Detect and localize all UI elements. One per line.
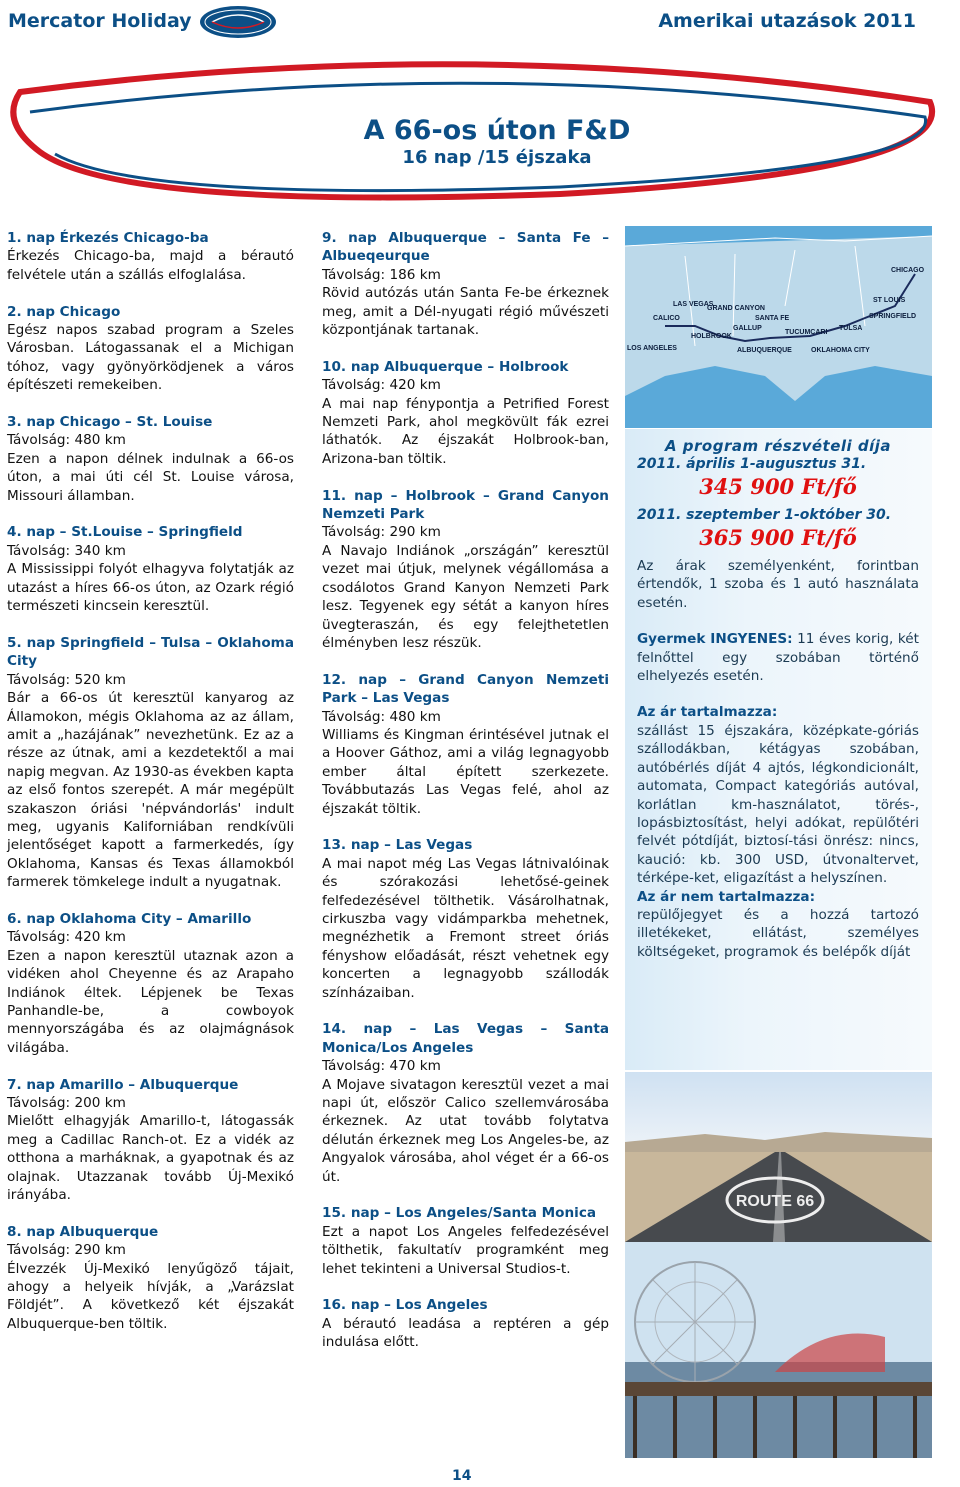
includes-title: Az ár tartalmazza:	[637, 704, 778, 721]
price-value-1: 345 900 Ft/fő	[699, 473, 857, 499]
day-text: A bérautó leadása a reptéren a gép indulása előtt.	[322, 1315, 609, 1351]
day-heading: 11. nap – Holbrook – Grand Canyon Nemzeti Park	[322, 487, 609, 523]
day-block	[7, 910, 294, 1057]
excludes-title: Az ár nem tartalmazza:	[637, 888, 816, 905]
day-text: Érkezés Chicago-ba, majd a bérautó felvétele után a szállás elfoglalása.	[7, 248, 294, 283]
svg-text:TULSA: TULSA	[839, 325, 863, 332]
svg-text:GRAND CANYON: GRAND CANYON	[707, 305, 765, 312]
day-heading: 8. nap Albuquerque	[7, 1223, 159, 1240]
svg-text:HOLBROOK: HOLBROOK	[691, 333, 732, 340]
day-text: Ezen a napon keresztül utaznak azon a vidéken ahol Cheyenne és az Arapaho Indiánok éltek. Lépjenek be Texas Panhandle-be, a cowboyok mennyországába és az olajmágnások világába.	[7, 947, 294, 1056]
svg-text:ALBUQUERQUE: ALBUQUERQUE	[737, 347, 792, 354]
day-block	[7, 1223, 294, 1333]
day-distance: Távolság: 340 km	[7, 542, 126, 559]
day-block	[322, 229, 609, 339]
price-note: Az árak személyenként, forintban értendők, 1 szoba és 1 autó használata esetén.	[637, 558, 919, 611]
route66-road-photo	[625, 1072, 932, 1242]
day-block	[322, 1204, 609, 1278]
svg-text:CALICO: CALICO	[653, 315, 680, 322]
day-block	[322, 1296, 609, 1351]
day-heading: 6. nap Oklahoma City – Amarillo	[7, 910, 252, 927]
price-value-2: 365 900 Ft/fő	[699, 524, 857, 550]
svg-text:SANTA FE: SANTA FE	[755, 315, 790, 322]
svg-text:CHICAGO: CHICAGO	[891, 267, 925, 274]
day-heading: 2. nap Chicago	[7, 303, 121, 320]
svg-text:GALLUP: GALLUP	[733, 325, 762, 332]
price-title: A program részvételi díja	[664, 437, 892, 455]
day-text: Élvezzék Új-Mexikó lenyűgöző tájait, ahogy a helyeik hívják, a „Varázslat Földjét”. A következő két éjszakát Albuquerque-ben töltik.	[7, 1260, 294, 1332]
day-text: Bár a 66-os út keresztül kanyarog az Államokon, mégis Oklahoma az az állam, amit a „hazájának” nevezhetünk. Ez az a része az útnak, ami a kezdetektől a mai napig megvan. Az 1930-as években kapta az első fontos szerepét. A már megépült szakaszon óriási 'népvándorlás' indult meg, ugyanis Kaliforniában rendkívüli jelentőséget kapott a farmerkedés, így Oklahoma, Kansas és Texas államokból farmerek tömkelege indult a nyugatnak.	[7, 690, 294, 891]
child-offer-text: 11 éves korig, két felnőttel egy szobában történő elhelyezés esetén.	[637, 631, 919, 685]
child-offer	[637, 630, 919, 685]
day-heading: 10. nap Albuquerque – Holbrook	[322, 358, 569, 375]
excludes-text: repülőjegyet és a hozzá tartozó illetékeket, ellátást, személyes költségeket, programok és belépők díját	[637, 906, 919, 960]
day-heading: 9. nap Albuquerque – Santa Fe – Albueqeurque	[322, 230, 609, 265]
day-distance: Távolság: 186 km	[322, 266, 441, 283]
day-block	[322, 487, 609, 653]
price-box	[625, 429, 932, 1070]
day-block	[7, 229, 294, 284]
day-block	[322, 671, 609, 818]
svg-text:OKLAHOMA CITY: OKLAHOMA CITY	[811, 347, 870, 354]
title-sub: 16 nap /15 éjszaka	[402, 147, 592, 168]
day-heading: 7. nap Amarillo – Albuquerque	[7, 1076, 239, 1093]
day-block	[7, 523, 294, 615]
route-map	[625, 226, 932, 428]
itinerary-column-left	[7, 229, 294, 1352]
santa-monica-pier-photo	[625, 1242, 932, 1458]
day-heading: 12. nap – Grand Canyon Nemzeti Park – Las Vegas	[322, 671, 609, 707]
day-text: Rövid autózás után Santa Fe-be érkeznek meg, amit a Dél-nyugati régió művészeti központjának tartanak.	[322, 285, 609, 339]
day-text: A Mississippi folyót elhagyva folytatják az utazást a híres 66-os úton, az Ozark régió természeti kincsein keresztül.	[7, 561, 294, 615]
day-text: A mai napot még Las Vegas látnivalóinak és szórakozási lehetősé-geinek felfedezésével tölthetik. Vásárolhatnak, cirkuszba vagy vidámparkba mehetnek, megnézhetik a Fremont street óriás fényshow előadását, részt vehetnek egy koncerten a legnagyobb szállodák színházaiban.	[322, 855, 609, 1001]
day-distance: Távolság: 290 km	[7, 1242, 126, 1259]
day-text: Williams és Kingman érintésével jutnak el a Hoover Gáthoz, ami a világ legnagyobb ember által épített szerkezete. Továbbutazás Las Vegas felé, ahol az éjszakát töltik.	[322, 726, 609, 817]
day-text: A mai nap fénypontja a Petrified Forest Nemzeti Park, ahol megkövült fák ezrei láthatók. Az éjszakát Holbrook-ban, Arizona-ban töltik.	[322, 395, 609, 467]
child-offer-label: Gyermek INGYENES:	[637, 631, 793, 648]
day-text: A Mojave sivatagon keresztül vezet a mai napi út, először Calico szellemvárosába érkeznek. Az utat tovább folytatva délután érkeznek meg Los Angeles-be, az Angyalok városába, ahol véget ér a 66-os út.	[322, 1076, 609, 1185]
mercator-logo	[198, 4, 278, 40]
day-block	[7, 413, 294, 505]
includes-text: szállást 15 éjszakára, középkate-góriás szállodákban, kétágyas szobában, autóbérlés díját 4 ajtós, légkondicionált, automata, Compact kategóriás autóval, korlátlan km-használatot, törés-, lopásbiztosítást, helyi adókat, repülőtéri felvét pótdíját, biztosí-tási önrész: nincs, kaució: kb. 300 USD, útvonaltervet, térképe-ket, eligazítást a helyszínen.	[637, 722, 919, 887]
day-block	[7, 303, 294, 395]
svg-text:TUCUMCARI: TUCUMCARI	[785, 329, 828, 336]
day-heading: 1. nap Érkezés Chicago-ba	[7, 230, 209, 246]
svg-text:LOS ANGELES: LOS ANGELES	[627, 345, 677, 352]
day-distance: Távolság: 420 km	[7, 929, 126, 946]
day-block	[322, 358, 609, 468]
day-distance: Távolság: 480 km	[322, 708, 441, 725]
road-sign-text: ROUTE 66	[735, 1193, 815, 1210]
day-heading: 13. nap – Las Vegas	[322, 837, 473, 854]
day-heading: 15. nap – Los Angeles/Santa Monica	[322, 1205, 597, 1222]
price-period-1: 2011. április 1-augusztus 31.	[637, 456, 867, 473]
day-text: Egész napos szabad program a Szeles Városban. Látogassanak el a Michigan tóhoz, vagy gyönyörködjenek a város építészeti remekeiben.	[7, 322, 294, 394]
svg-text:SPRINGFIELD: SPRINGFIELD	[869, 313, 917, 320]
day-block	[322, 1020, 609, 1186]
day-distance: Távolság: 520 km	[7, 671, 126, 688]
price-period-2: 2011. szeptember 1-október 30.	[637, 507, 892, 524]
page-title	[352, 116, 642, 170]
header-catalog-title: Amerikai utazások 2011	[658, 10, 916, 32]
day-heading: 3. nap Chicago – St. Louise	[7, 414, 213, 431]
day-text: Mielőtt elhagyják Amarillo-t, látogassák meg a Cadillac Ranch-ot. Ez a vidék az otthona a marháknak, a gyapotnak és az olajnak. Utazzanak tovább Új-Mexikó irányába.	[7, 1113, 294, 1204]
day-block	[7, 1076, 294, 1205]
itinerary-column-middle	[322, 229, 609, 1370]
day-distance: Távolság: 290 km	[322, 524, 441, 541]
day-heading: 16. nap – Los Angeles	[322, 1297, 488, 1314]
day-text: Ezt a napot Los Angeles felfedezésével tölthetik, fakultatív programként meg lehet tekinteni a Universal Studios-t.	[322, 1223, 609, 1277]
day-block	[322, 836, 609, 1002]
day-distance: Távolság: 470 km	[322, 1058, 441, 1075]
day-distance: Távolság: 200 km	[7, 1095, 126, 1111]
svg-text:ST LOUIS: ST LOUIS	[873, 297, 906, 304]
svg-text:LAS VEGAS: LAS VEGAS	[673, 301, 714, 308]
day-text: A Navajo Indiánok „országán” keresztül vezet mai útjuk, melynek végállomása a csodálotos Grand Kanyon Nemzeti Park lesz. Tegyenek egy sétát a kanyon híres üvegteraszán, és egy felejthetetlen élményben lesz részük.	[322, 542, 609, 651]
header-brand: Mercator Holiday	[8, 10, 192, 32]
day-text: Ezen a napon délnek indulnak a 66-os úton, a mai úti cél St. Louise városa, Missouri államban.	[7, 450, 294, 504]
day-heading: 14. nap – Las Vegas – Santa Monica/Los Angeles	[322, 1021, 609, 1056]
day-distance: Távolság: 480 km	[7, 432, 126, 449]
day-heading: 4. nap – St.Louise – Springfield	[7, 524, 243, 541]
day-distance: Távolság: 420 km	[322, 377, 441, 394]
title-main: A 66-os úton F&D	[363, 115, 631, 146]
page-number: 14	[452, 1468, 472, 1484]
day-block	[7, 634, 294, 892]
day-heading: 5. nap Springfield – Tulsa – Oklahoma City	[7, 634, 294, 670]
